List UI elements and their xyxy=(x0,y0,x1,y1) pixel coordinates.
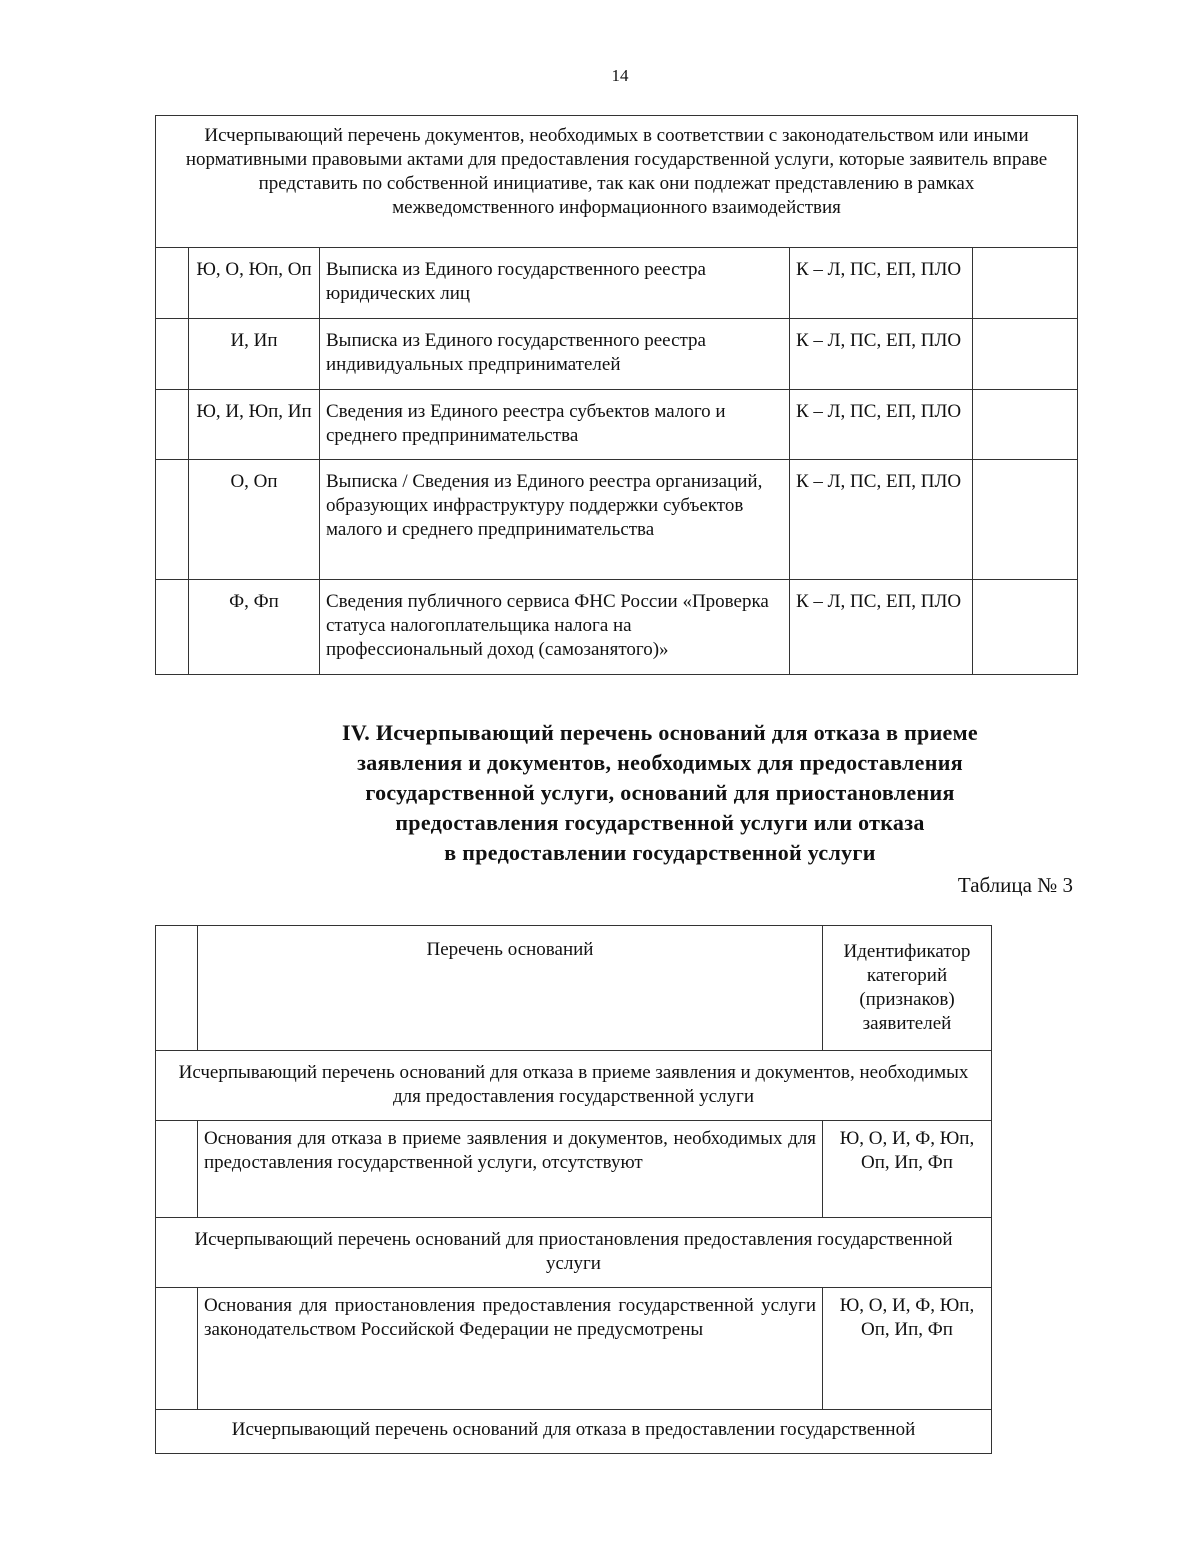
group-heading: Исчерпывающий перечень оснований для отказа в предоставлении государственной xyxy=(156,1410,992,1454)
applicant-categories: И, Ип xyxy=(189,319,320,390)
document-name: Выписка из Единого государственного реестра юридических лиц xyxy=(320,248,790,319)
refusal-grounds-table xyxy=(155,925,992,1454)
table-header-row xyxy=(156,926,992,1051)
section-heading-line: предоставления государственной услуги или отказа xyxy=(395,810,925,835)
applicant-ids: Ю, О, И, Ф, Юп, Оп, Ип, Фп xyxy=(823,1288,992,1410)
table-row xyxy=(156,580,1078,675)
document-name: Выписка из Единого государственного реестра индивидуальных предпринимателей xyxy=(320,319,790,390)
document-name: Сведения из Единого реестра субъектов малого и среднего предпринимательства xyxy=(320,390,790,460)
empty-cell xyxy=(973,580,1078,675)
section-heading-line: IV. Исчерпывающий перечень оснований для отказа в приеме xyxy=(342,720,978,745)
empty-cell xyxy=(156,460,189,580)
document-name: Выписка / Сведения из Единого реестра организаций, образующих инфраструктуру поддержки субъектов малого и среднего предпринимательства xyxy=(320,460,790,580)
table-row xyxy=(156,319,1078,390)
empty-cell xyxy=(156,1121,198,1218)
documents-table-header: Исчерпывающий перечень документов, необходимых в соответствии с законодательством или иными нормативными правовыми актами для предоставления государственной услуги, которые заявитель вправе представить по собственной инициативе, так как они подлежат представлению в рамках межведомственного информационного взаимодействия xyxy=(156,116,1078,248)
section-heading xyxy=(270,718,1050,868)
empty-cell xyxy=(156,390,189,460)
empty-cell xyxy=(973,319,1078,390)
column-header-ids: Идентификатор категорий (признаков) заявителей xyxy=(823,926,992,1051)
reason-text: Основания для отказа в приеме заявления и документов, необходимых для предоставления государственной услуги, отсутствуют xyxy=(198,1121,823,1218)
group-row xyxy=(156,1051,992,1121)
document-name: Сведения публичного сервиса ФНС России «Проверка статуса налогоплательщика налога на профессиональный доход (самозанятого)» xyxy=(320,580,790,675)
documents-table-header-row xyxy=(156,116,1078,248)
reason-text: Основания для приостановления предоставления государственной услуги законодательством Российской Федерации не предусмотрены xyxy=(198,1288,823,1410)
table-row xyxy=(156,248,1078,319)
applicant-categories: Ю, И, Юп, Ип xyxy=(189,390,320,460)
empty-cell xyxy=(973,460,1078,580)
section-heading-line: заявления и документов, необходимых для предоставления xyxy=(357,750,963,775)
submission-method: К – Л, ПС, ЕП, ПЛО xyxy=(790,580,973,675)
table-row xyxy=(156,390,1078,460)
empty-cell xyxy=(156,580,189,675)
column-header-reasons: Перечень оснований xyxy=(198,926,823,1051)
applicant-categories: О, Оп xyxy=(189,460,320,580)
submission-method: К – Л, ПС, ЕП, ПЛО xyxy=(790,390,973,460)
documents-table xyxy=(155,115,1078,675)
page-number: 14 xyxy=(611,66,629,85)
empty-cell xyxy=(973,390,1078,460)
applicant-ids: Ю, О, И, Ф, Юп, Оп, Ип, Фп xyxy=(823,1121,992,1218)
submission-method: К – Л, ПС, ЕП, ПЛО xyxy=(790,248,973,319)
submission-method: К – Л, ПС, ЕП, ПЛО xyxy=(790,319,973,390)
empty-cell xyxy=(156,926,198,1051)
group-heading: Исчерпывающий перечень оснований для приостановления предоставления государственной услуги xyxy=(156,1218,992,1288)
empty-cell xyxy=(156,248,189,319)
table-row xyxy=(156,460,1078,580)
group-row xyxy=(156,1218,992,1288)
table-caption: Таблица № 3 xyxy=(957,873,1073,897)
applicant-categories: Ф, Фп xyxy=(189,580,320,675)
submission-method: К – Л, ПС, ЕП, ПЛО xyxy=(790,460,973,580)
table-row xyxy=(156,1288,992,1410)
empty-cell xyxy=(156,319,189,390)
table-row xyxy=(156,1121,992,1218)
empty-cell xyxy=(973,248,1078,319)
section-heading-line: в предоставлении государственной услуги xyxy=(444,840,876,865)
group-heading: Исчерпывающий перечень оснований для отказа в приеме заявления и документов, необходимых для предоставления государственной услуги xyxy=(156,1051,992,1121)
group-row xyxy=(156,1410,992,1454)
applicant-categories: Ю, О, Юп, Оп xyxy=(189,248,320,319)
empty-cell xyxy=(156,1288,198,1410)
section-heading-line: государственной услуги, оснований для приостановления xyxy=(365,780,955,805)
